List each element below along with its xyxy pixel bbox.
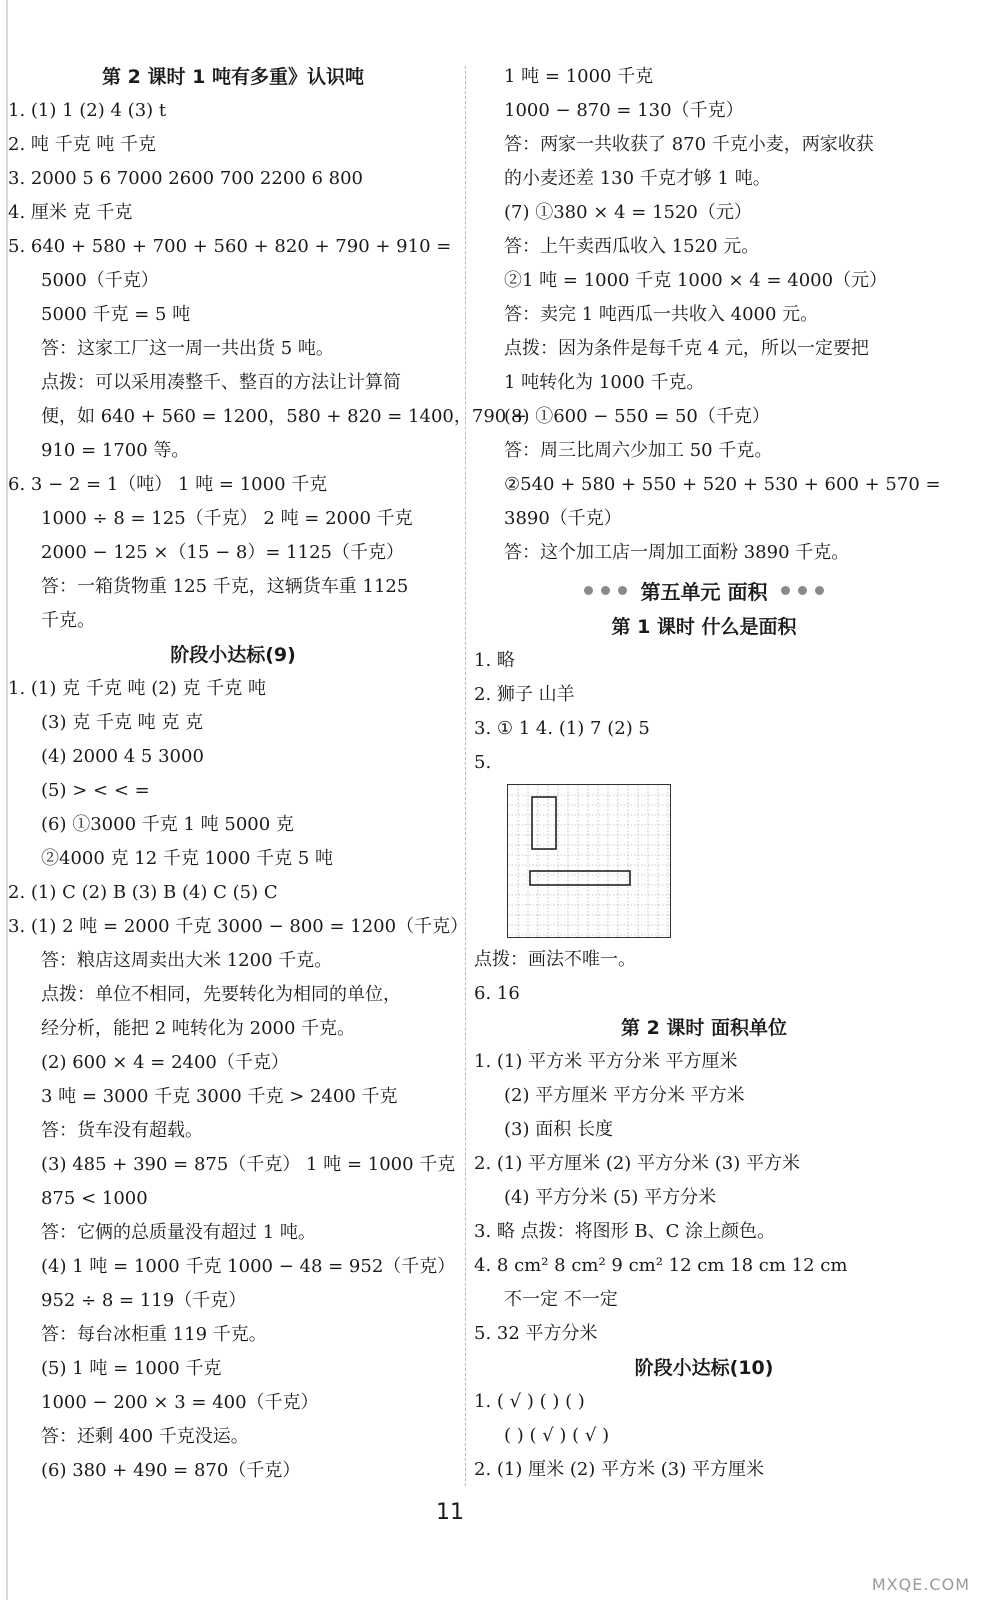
answer-line: 答：卖完 1 吨西瓜一共收入 4000 元。 (504, 304, 819, 325)
watermark-text: MXQE.COM (871, 1575, 970, 1594)
answer-line: 答：这家工厂这一周一共出货 5 吨。 (41, 338, 334, 359)
answer-line: (7) ①380 × 4 = 1520（元） (504, 202, 752, 223)
answer-line: 答：每台冰柜重 119 千克。 (41, 1324, 267, 1345)
answer-line: ( ) ( √ ) ( √ ) (504, 1425, 610, 1446)
answer-line: 答：这个加工店一周加工面粉 3890 千克。 (504, 542, 850, 563)
answer-line: 答：它俩的总质量没有超过 1 吨。 (41, 1222, 316, 1243)
answer-line: (4) 1 吨 = 1000 千克 1000 − 48 = 952（千克） (41, 1256, 456, 1277)
answer-line: 2. (1) C (2) B (3) B (4) C (5) C (8, 882, 278, 903)
answer-line: 便，如 640 + 560 = 1200，580 + 820 = 1400，790 + (41, 406, 528, 427)
answer-line: ②540 + 580 + 550 + 520 + 530 + 600 + 570 = (504, 474, 941, 495)
answer-line: 6. 16 (474, 983, 520, 1004)
answer-line: 5000 千克 = 5 吨 (41, 304, 191, 325)
answer-line: 2. (1) 平方厘米 (2) 平方分米 (3) 平方米 (474, 1153, 800, 1174)
unit-dots-left (584, 586, 627, 595)
unit-dots-right (781, 586, 824, 595)
answer-line: 5000（千克） (41, 270, 159, 291)
section-heading: 阶段小达标(9) (170, 644, 296, 666)
answer-line: 5. 640 + 580 + 700 + 560 + 820 + 790 + 910 = (8, 236, 452, 257)
answer-line: 5. (474, 752, 492, 773)
answer-line: 2. 吨 千克 吨 千克 (8, 134, 157, 155)
answer-line: 1 吨 = 1000 千克 (504, 66, 654, 87)
answer-line: 1000 − 870 = 130（千克） (504, 100, 744, 121)
answer-line: 1. (1) 平方米 平方分米 平方厘米 (474, 1051, 738, 1072)
answer-line: 1. (1) 克 千克 吨 (2) 克 千克 吨 (8, 678, 266, 699)
answer-line: 2. 狮子 山羊 (474, 684, 575, 705)
answer-line: 千克。 (41, 610, 95, 631)
answer-line: (4) 平方分米 (5) 平方分米 (504, 1187, 717, 1208)
answer-line: 答：两家一共收获了 870 千克小麦，两家收获 (504, 134, 874, 155)
answer-line: (2) 平方厘米 平方分米 平方米 (504, 1085, 745, 1106)
section-heading: 第 1 课时 什么是面积 (611, 616, 797, 638)
right-column (474, 60, 941, 1487)
answer-line: 3 吨 = 3000 千克 3000 千克 > 2400 千克 (41, 1086, 398, 1107)
answer-line: 4. 8 cm² 8 cm² 9 cm² 12 cm 18 cm 12 cm (474, 1255, 848, 1276)
answer-line: 2. (1) 厘米 (2) 平方米 (3) 平方厘米 (474, 1459, 764, 1480)
answer-line: 的小麦还差 130 千克才够 1 吨。 (504, 168, 771, 189)
answer-line: 1. (1) 1 (2) 4 (3) t (8, 100, 167, 121)
answer-line: 答：货车没有超载。 (41, 1120, 203, 1141)
answer-line: ②1 吨 = 1000 千克 1000 × 4 = 4000（元） (504, 270, 888, 291)
answer-line: (8) ①600 − 550 = 50（千克） (504, 406, 770, 427)
answer-line: (3) 面积 长度 (504, 1119, 613, 1140)
answer-line: 点拨：单位不相同，先要转化为相同的单位， (41, 984, 401, 1005)
answer-line: 答：粮店这周卖出大米 1200 千克。 (41, 950, 333, 971)
answer-line: 910 = 1700 等。 (41, 440, 190, 461)
answer-line: (6) 380 + 490 = 870（千克） (41, 1460, 301, 1481)
drawing-grid-figure (507, 784, 671, 938)
answer-line: 5. 32 平方分米 (474, 1323, 598, 1344)
answer-line: 952 ÷ 8 = 119（千克） (41, 1290, 247, 1311)
unit-heading (474, 570, 934, 610)
answer-line: 点拨：可以采用凑整千、整百的方法让计算简 (41, 372, 401, 393)
answer-line: (3) 485 + 390 = 875（千克） 1 吨 = 1000 千克 (41, 1154, 456, 1175)
page-number: 11 (436, 1500, 464, 1525)
right-mid-section (474, 610, 934, 780)
answer-line: 1 吨转化为 1000 千克。 (504, 372, 705, 393)
section-heading: 第 2 课时 面积单位 (620, 1017, 788, 1039)
answer-line: 经分析，能把 2 吨转化为 2000 千克。 (41, 1018, 356, 1039)
answer-line: (6) ①3000 千克 1 吨 5000 克 (41, 814, 294, 835)
answer-line: 3890（千克） (504, 508, 622, 529)
answer-line: 答：一箱货物重 125 千克，这辆货车重 1125 (41, 576, 409, 597)
answer-line: 答：上午卖西瓜收入 1520 元。 (504, 236, 760, 257)
answer-line: 875 < 1000 (41, 1188, 148, 1209)
answer-line: 6. 3 − 2 = 1（吨） 1 吨 = 1000 千克 (8, 474, 328, 495)
answer-line: 答：还剩 400 千克没运。 (41, 1426, 249, 1447)
answer-line: 4. 厘米 克 千克 (8, 202, 133, 223)
answer-line: ②4000 克 12 千克 1000 千克 5 吨 (41, 848, 334, 869)
answer-line: 3. ① 1 4. (1) 7 (2) 5 (474, 718, 650, 739)
answer-line: 3. (1) 2 吨 = 2000 千克 3000 − 800 = 1200（千克） (8, 916, 469, 937)
answer-line: 1000 ÷ 8 = 125（千克） 2 吨 = 2000 千克 (41, 508, 413, 529)
answer-line: 不一定 不一定 (504, 1289, 618, 1310)
answer-line: (2) 600 × 4 = 2400（千克） (41, 1052, 289, 1073)
answer-line: 1. 略 (474, 650, 515, 671)
answer-line: 点拨：画法不唯一。 (474, 949, 636, 970)
answer-line: 3. 2000 5 6 7000 2600 700 2200 6 800 (8, 168, 363, 189)
answer-line: 2000 − 125 ×（15 − 8）= 1125（千克） (41, 542, 404, 563)
answer-line: 答：周三比周六少加工 50 千克。 (504, 440, 773, 461)
answer-line: (5) > < < = (41, 780, 150, 801)
answer-line: (4) 2000 4 5 3000 (41, 746, 204, 767)
unit-title: 第五单元 面积 (640, 579, 768, 604)
answer-line: 3. 略 点拨：将图形 B、C 涂上颜色。 (474, 1221, 776, 1242)
right-top-section (474, 60, 941, 570)
column-divider (465, 66, 466, 1486)
answer-line: (3) 克 千克 吨 克 克 (41, 712, 204, 733)
answer-line: 1. ( √ ) ( ) ( ) (474, 1391, 585, 1412)
answer-line: 1000 − 200 × 3 = 400（千克） (41, 1392, 319, 1413)
answer-line: 点拨：因为条件是每千克 4 元，所以一定要把 (504, 338, 869, 359)
horizontal-rectangle (530, 871, 630, 885)
section-heading: 阶段小达标(10) (634, 1357, 774, 1379)
right-bottom-section (474, 943, 934, 1487)
answer-line: (5) 1 吨 = 1000 千克 (41, 1358, 222, 1379)
section-heading: 第 2 课时 1 吨有多重》认识吨 (102, 66, 364, 88)
